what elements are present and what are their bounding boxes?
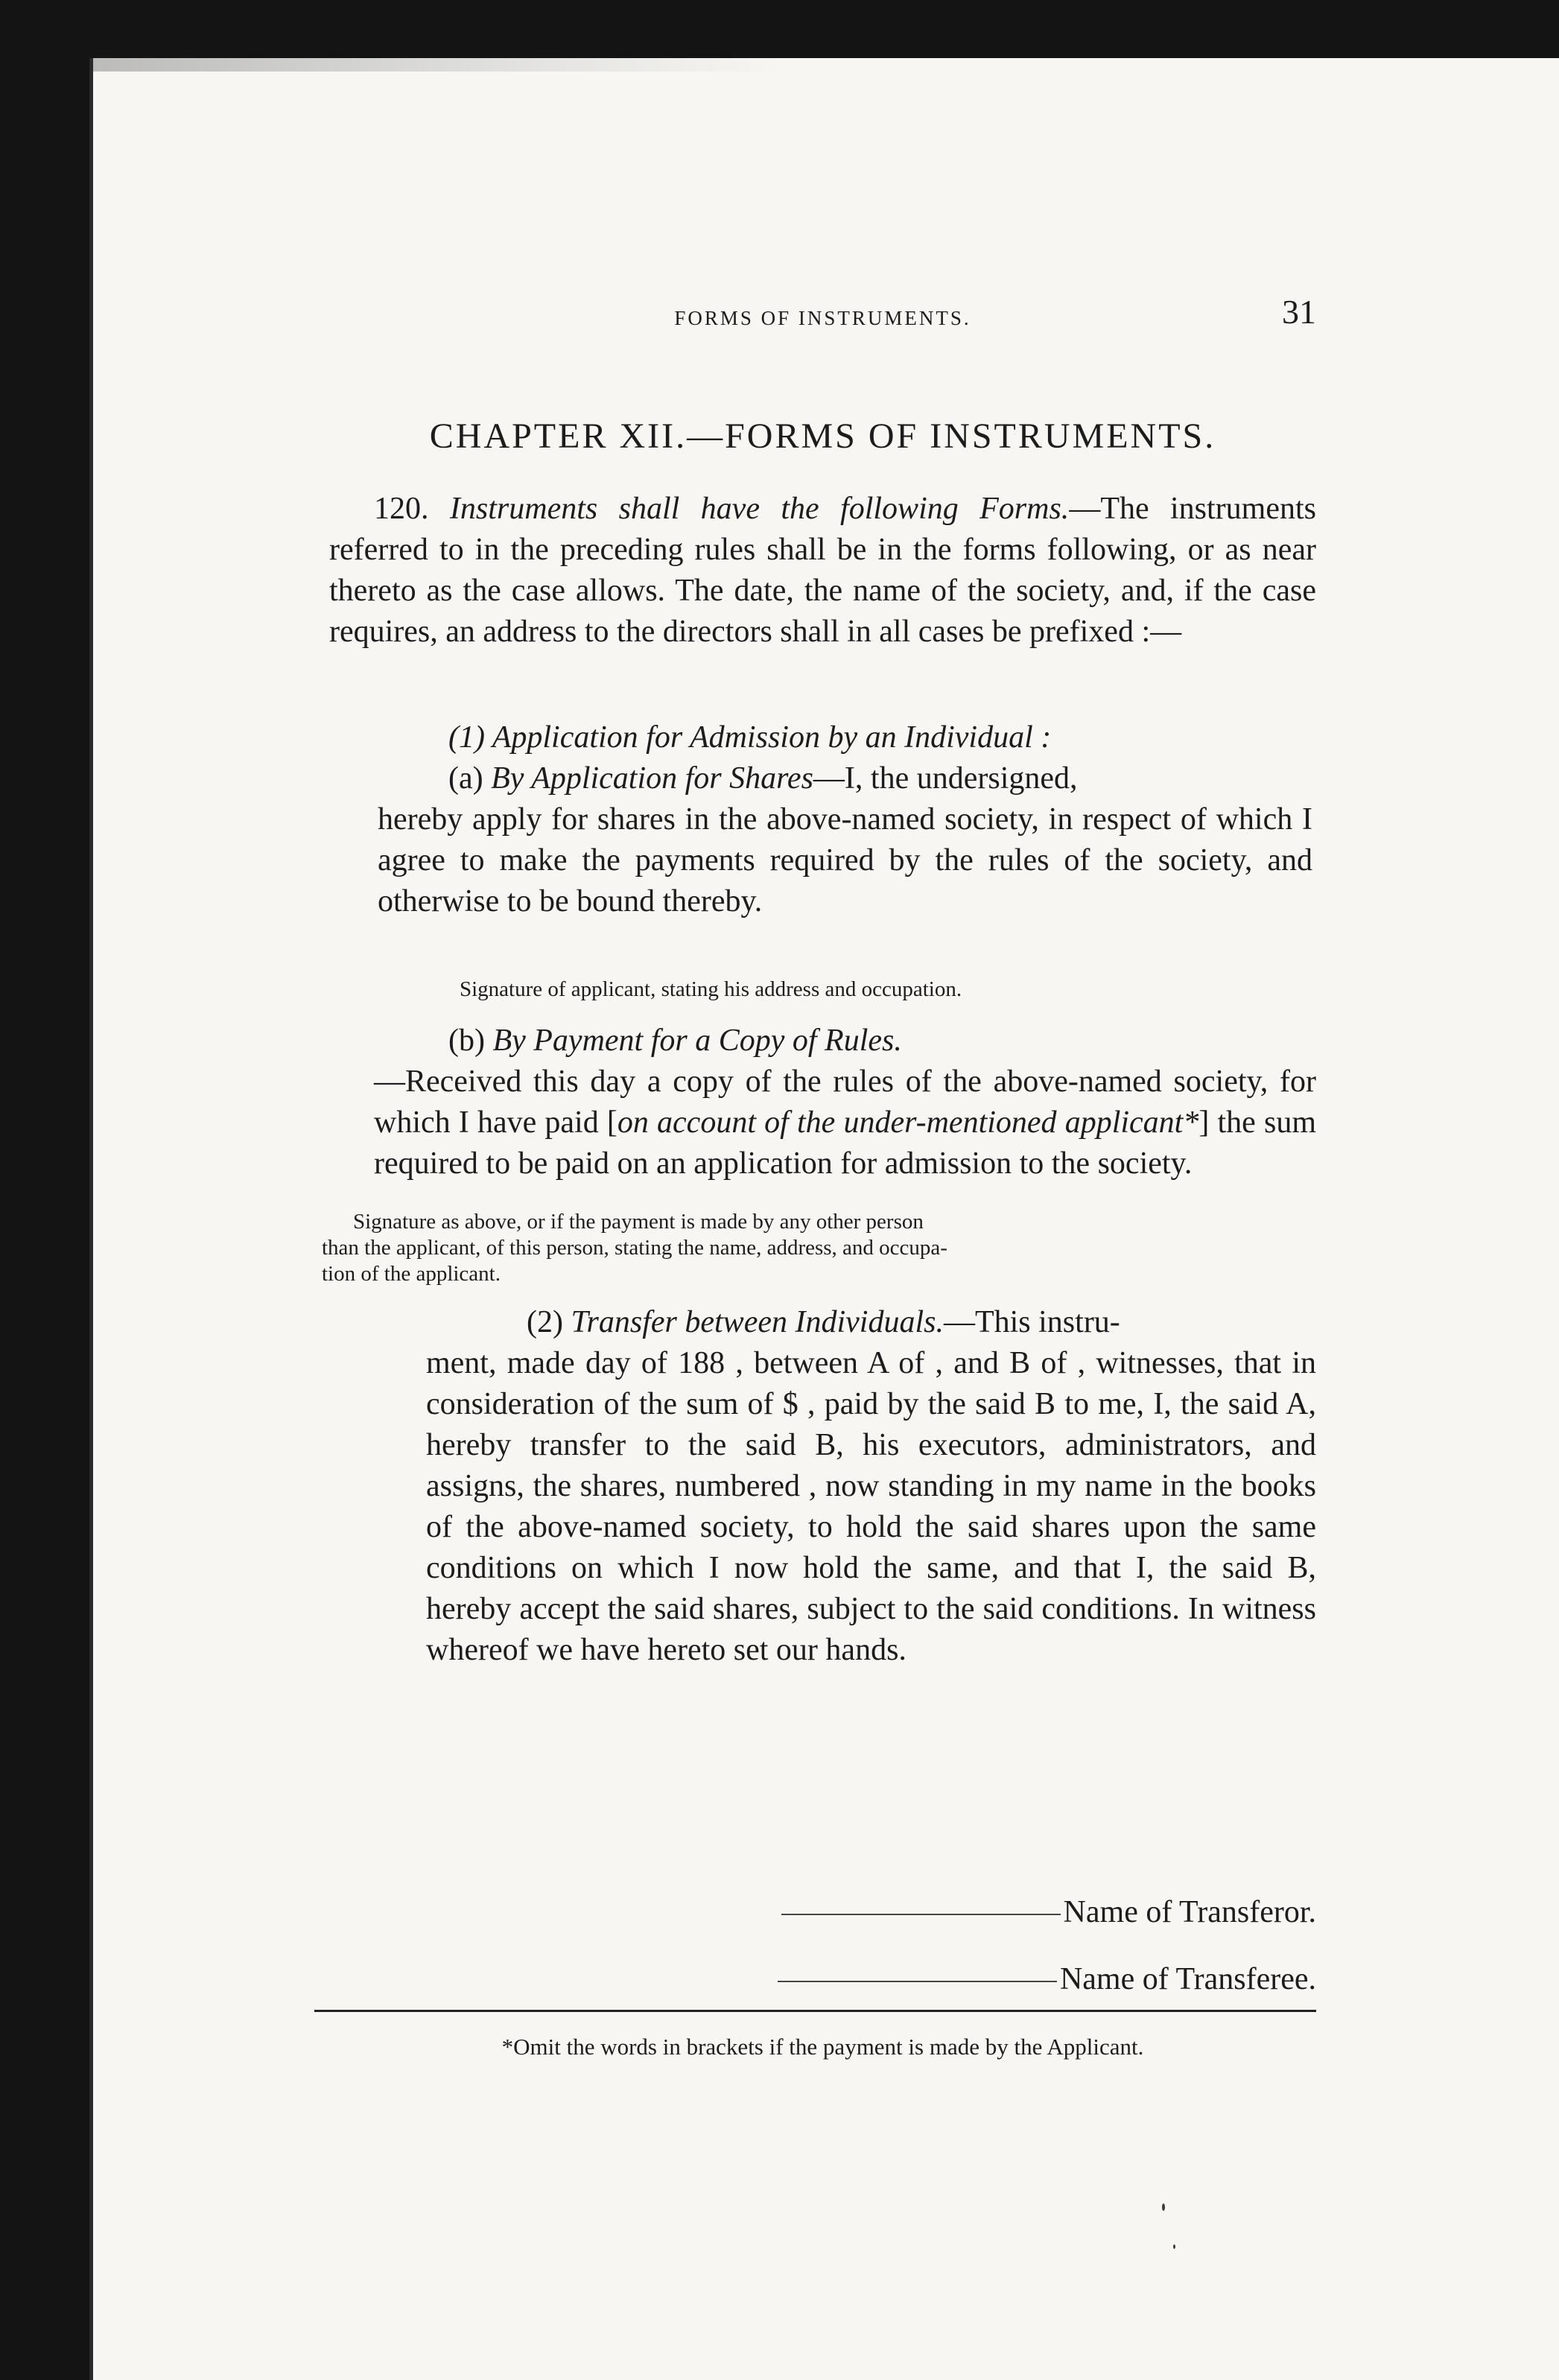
form2-paragraph	[426, 1302, 1316, 1671]
form1-a-paragraph	[378, 758, 1316, 922]
section-paragraph	[329, 489, 1316, 653]
form1-b-label: (b)	[448, 1024, 485, 1058]
scan-speck	[1162, 2203, 1165, 2211]
form1-b-signature	[322, 1209, 1320, 1287]
transferee-signature-line	[672, 1961, 1316, 1997]
form1-a-line1: —I, the undersigned,	[813, 761, 1078, 796]
form1-b-bracket: on account of the under-mentioned applicant*	[617, 1105, 1199, 1140]
section-heading: Instruments shall have the following Forms.	[449, 492, 1070, 526]
form1-a-label: (a)	[448, 761, 483, 796]
transferor-label: Name of Transferor.	[1063, 1895, 1316, 1929]
page-number: 31	[1282, 293, 1316, 331]
form1-a-rest: hereby apply for shares in the above-named society, in respect of which I agree to make the payments required by the rules of the society, and otherwise to be bound thereby.	[378, 802, 1312, 918]
form2-rest: ment, made day of 188 , between A of , and B of , witnesses, that in consideration of the sum of $ , paid by the said B to me, I, the said A, hereby transfer to the said B, his executors, administrators, and assigns, the shares, numbered , now standing in my name in the books of the above-named society, to hold the said shares upon the same conditions on which I now hold the same, and that I, the said B, hereby accept the said shares, subject to the said conditions. In witness whereof we have hereto set our hands.	[426, 1346, 1316, 1667]
form1-b-signature-line-1: Signature as above, or if the payment is made by any other person	[353, 1210, 924, 1234]
running-title: FORMS OF INSTRUMENTS.	[674, 307, 971, 329]
form2-label: (2)	[527, 1305, 563, 1339]
transferee-label: Name of Transferee.	[1059, 1962, 1316, 1996]
form1-b-body	[374, 1062, 1316, 1184]
footnote: *Omit the words in brackets if the payment is made by the Applicant.	[501, 2034, 1144, 2060]
form2-heading: Transfer between Individuals.	[571, 1305, 944, 1339]
form1-a-heading: By Application for Shares	[491, 761, 813, 796]
page-top-shadow	[89, 58, 782, 72]
section-text: —The instruments referred to in the preceding rules shall be in the forms following, or as near thereto as the case allows. The date, the name of the society, and, if the case requires, an address to the directors shall in all cases be prefixed :—	[329, 492, 1316, 649]
running-head	[329, 292, 1316, 344]
transferor-blank-line	[781, 1914, 1061, 1915]
footnote-rule	[314, 2010, 1316, 2012]
scan-speck	[1173, 2244, 1175, 2249]
transferor-signature-line	[672, 1894, 1316, 1930]
section-number: 120.	[374, 492, 429, 526]
chapter-title: CHAPTER XII.—FORMS OF INSTRUMENTS.	[429, 416, 1216, 456]
form1-b-line1: —Received this day a copy of the rules of the above-named society, for which I have paid [	[374, 1064, 1316, 1140]
form2-line1: —This instru-	[943, 1305, 1120, 1339]
form1-b-signature-line-2: than the applicant, of this person, stating the name, address, and occupa-	[322, 1236, 947, 1260]
form1-b-signature-line-3: tion of the applicant.	[322, 1262, 501, 1286]
book-page	[89, 58, 1559, 2380]
form1-b-rest: ] the sum required to be paid on an application for admission to the society.	[374, 1105, 1316, 1181]
transferee-blank-line	[778, 1981, 1057, 1982]
form1-b-paragraph	[374, 1021, 1316, 1184]
form1-b-heading: By Payment for a Copy of Rules.	[492, 1024, 902, 1058]
form1-heading: (1) Application for Admission by an Individual :	[448, 720, 1052, 755]
page-left-edge	[89, 58, 93, 2380]
form1-a-signature: Signature of applicant, stating his address and occupation.	[460, 977, 962, 1001]
